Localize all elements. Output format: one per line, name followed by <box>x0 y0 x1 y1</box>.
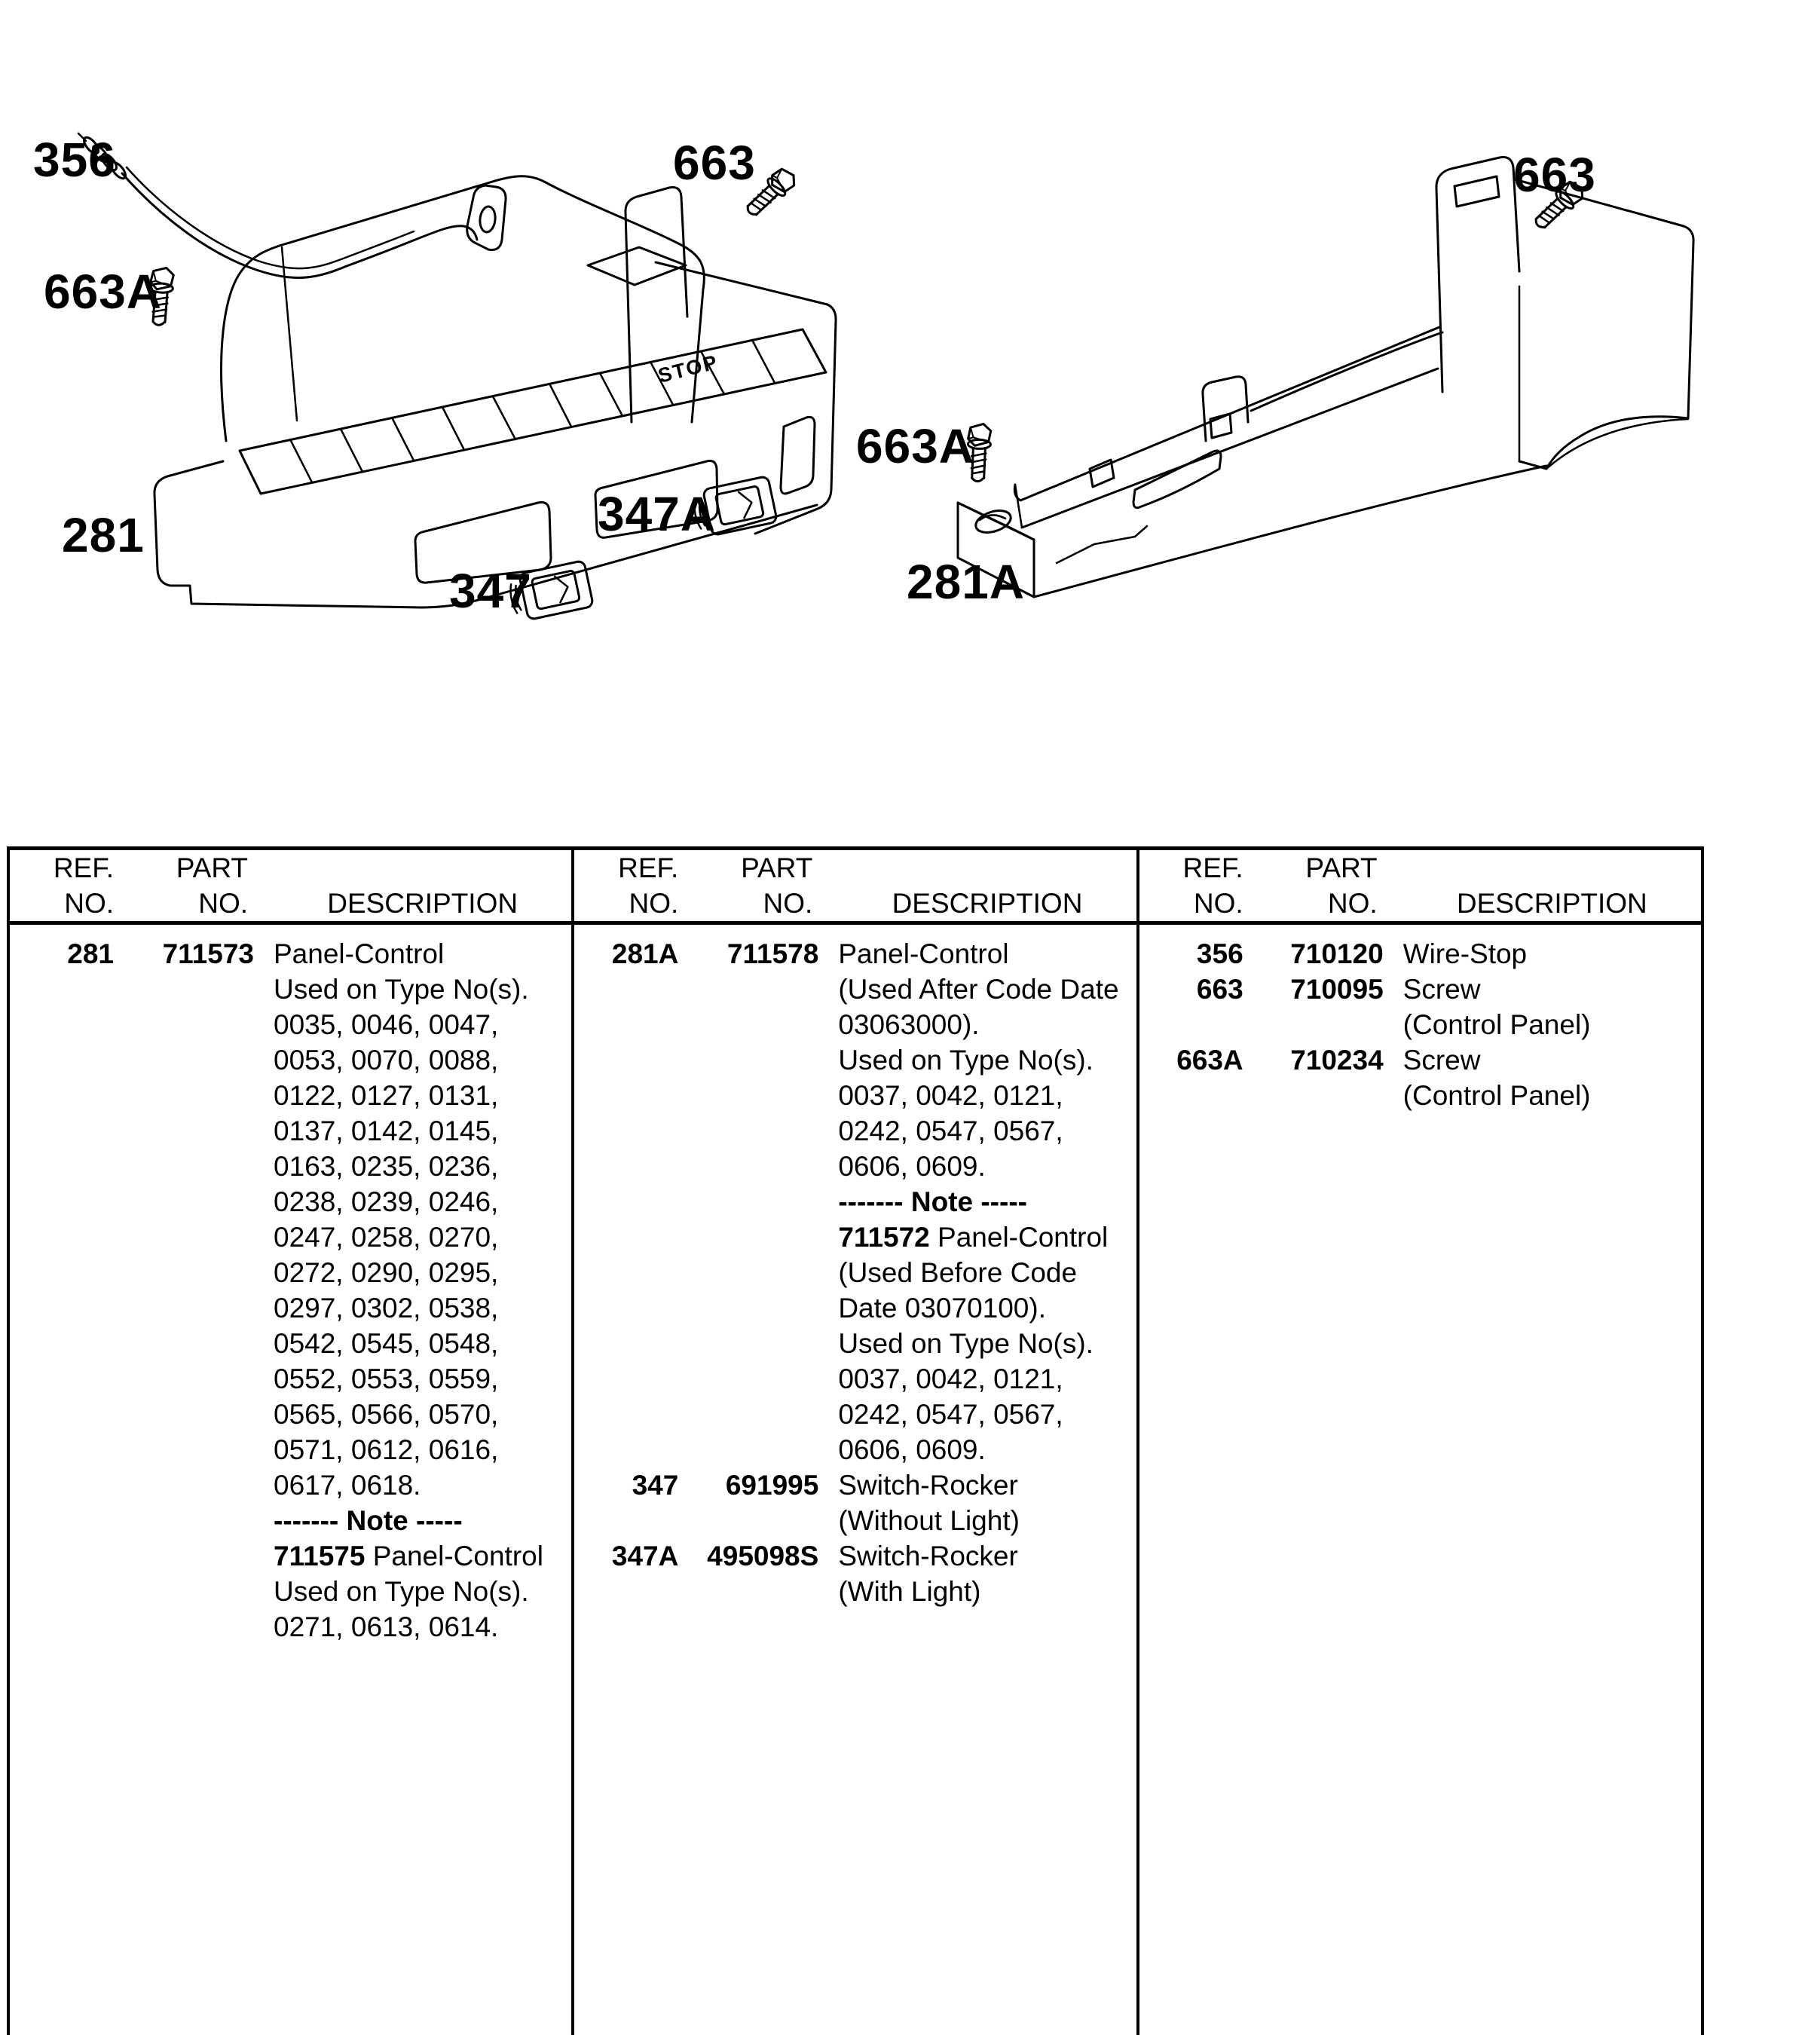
part-no-cell: 495098S <box>707 1541 819 1571</box>
parts-table-column-2 <box>571 850 1136 2035</box>
ref-no-header: REF. <box>1182 852 1243 883</box>
table-header <box>574 850 1136 925</box>
parts-table-column-3 <box>1136 850 1701 2035</box>
callout-663-left: 663 <box>673 136 756 190</box>
ref-no-header: REF. <box>53 852 114 883</box>
part-no-cell: 710234 <box>1290 1045 1384 1076</box>
control-panel-281-part <box>154 176 836 607</box>
ref-no-cell: 347 <box>632 1470 679 1501</box>
callout-347: 347 <box>449 564 532 618</box>
part-no-header-2: NO. <box>198 888 248 919</box>
description-cell: Wire-Stop <box>1402 938 1528 969</box>
description-cell: Screw (Control Panel) <box>1402 1045 1591 1111</box>
table-body-column-1 <box>10 925 571 1645</box>
ref-no-cell: 281A <box>611 938 679 969</box>
callout-347A: 347A <box>598 487 716 541</box>
callout-663A-right: 663A <box>856 419 974 473</box>
part-no-cell: 691995 <box>725 1470 819 1501</box>
table-row <box>1139 936 1701 972</box>
description-cell: Switch-Rocker (With Light) <box>838 1541 1018 1607</box>
table-row <box>10 936 571 1645</box>
table-body-column-3 <box>1139 925 1701 1113</box>
description-cell: Panel-Control Used on Type No(s). 0035, 0046, 0047, 0053, 0070, 0088, 0122, 0127, 0131, 0137, 0142, 0145, 0163, 0235, 0236, 0238, 0239, 0246, 0247, 0258, 0270, 0272, 0290, 0295, 0297, 0302, 0538, 0542, 0545, 0548, 0552, 0553, 0559, 0565, 0566, 0570, 0571, 0612, 0616, 0617, 0618. ------- Note ----- 711575 Panel-Control Used on Type No(s). 0271, 0613, 0614. <box>274 938 543 1642</box>
callout-663A-left: 663A <box>44 265 162 319</box>
table-row <box>1139 1042 1701 1113</box>
callout-281: 281 <box>62 508 145 562</box>
ref-no-header-2: NO. <box>64 888 114 919</box>
table-header <box>1139 850 1701 925</box>
ref-no-header: REF. <box>618 852 679 883</box>
parts-table <box>7 846 1704 2035</box>
part-no-header-2: NO. <box>763 888 813 919</box>
ref-no-header-2: NO. <box>629 888 679 919</box>
callout-356: 356 <box>33 133 116 187</box>
ref-no-cell: 356 <box>1196 938 1243 969</box>
part-no-cell: 711578 <box>726 938 819 969</box>
description-cell: Screw (Control Panel) <box>1402 974 1591 1040</box>
part-no-header-2: NO. <box>1327 888 1378 919</box>
ref-no-header-2: NO. <box>1193 888 1243 919</box>
table-header <box>10 850 571 925</box>
description-header: DESCRIPTION <box>1456 888 1647 919</box>
ref-no-cell: 663 <box>1196 974 1243 1005</box>
part-no-cell: 710095 <box>1290 974 1384 1005</box>
description-cell: Switch-Rocker (Without Light) <box>838 1470 1020 1536</box>
callout-281A: 281A <box>907 555 1025 609</box>
part-no-cell: 710120 <box>1290 938 1384 969</box>
callout-663-right: 663 <box>1513 148 1596 202</box>
wire-stop-part <box>78 133 506 277</box>
part-no-header: PART <box>1305 852 1378 883</box>
description-cell: Panel-Control (Used After Code Date 03063000). Used on Type No(s). 0037, 0042, 0121, 0242, 0547, 0567, 0606, 0609. ------- Note ----- 711572 Panel-Control (Used Before Code Date 03070100). Used on Type No(s). 0037, 0042, 0121, 0242, 0547, 0567, 0606, 0609. <box>838 938 1119 1465</box>
description-header: DESCRIPTION <box>327 888 518 919</box>
ref-no-cell: 281 <box>67 938 114 969</box>
part-no-header: PART <box>176 852 248 883</box>
table-row <box>1139 972 1701 1042</box>
table-row <box>574 1538 1136 1609</box>
ref-no-cell: 347A <box>611 1541 679 1571</box>
ref-no-cell: 663A <box>1176 1045 1243 1076</box>
table-row <box>574 1467 1136 1538</box>
control-panel-281A-part <box>958 158 1693 597</box>
table-row <box>574 936 1136 1467</box>
parts-table-column-1 <box>10 850 571 2035</box>
part-no-header: PART <box>741 852 813 883</box>
table-body-column-2 <box>574 925 1136 1609</box>
part-no-cell: 711573 <box>162 938 254 969</box>
stop-text: STOP <box>656 350 721 387</box>
description-header: DESCRIPTION <box>892 888 1083 919</box>
